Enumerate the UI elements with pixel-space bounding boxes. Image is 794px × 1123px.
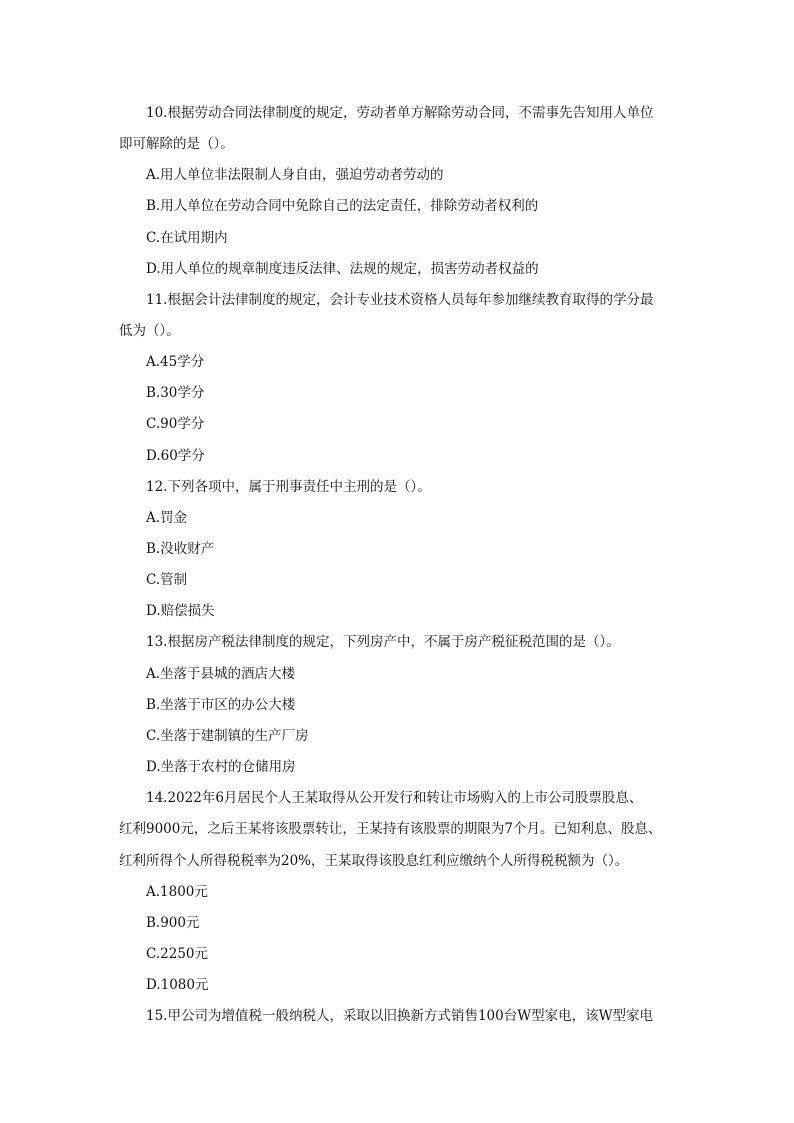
option-c: C.90学分: [146, 416, 205, 432]
option-c: C.坐落于建制镇的生产厂房: [146, 728, 309, 744]
question-stem-continuation: 低为（）。: [119, 323, 180, 339]
option-b: B.用人单位在劳动合同中免除自己的法定责任，排除劳动者权利的: [146, 198, 539, 214]
option-a: A.坐落于县城的酒店大楼: [146, 666, 296, 682]
question-stem: 10.根据劳动合同法律制度的规定，劳动者单方解除劳动合同，不需事先告知用人单位: [146, 105, 654, 121]
question-stem: 14.2022年6月居民个人王某取得从公开发行和转让市场购入的上市公司股票股息、: [146, 790, 643, 806]
question-stem: 13.根据房产税法律制度的规定，下列房产中，不属于房产税征税范围的是（）。: [146, 634, 620, 650]
option-b: B.坐落于市区的办公大楼: [146, 697, 296, 713]
question-stem: 12.下列各项中，属于刑事责任中主刑的是（）。: [146, 479, 431, 495]
question-stem: 15.甲公司为增值税一般纳税人，采取以旧换新方式销售100台W型家电，该W型家电: [146, 1008, 653, 1024]
option-a: A.罚金: [146, 510, 188, 526]
option-b: B.30学分: [146, 385, 205, 401]
option-c: C.2250元: [146, 946, 208, 962]
question-stem-continuation: 红利所得个人所得税税率为20%，王某取得该股息红利应缴纳个人所得税税额为（）。: [119, 853, 629, 869]
option-a: A.1800元: [146, 884, 208, 900]
option-d: D.赔偿损失: [146, 603, 215, 619]
option-b: B.900元: [146, 915, 200, 931]
option-a: A.45学分: [146, 354, 205, 370]
option-c: C.管制: [146, 572, 188, 588]
question-stem-continuation: 即可解除的是（）。: [119, 136, 234, 152]
option-d: D.坐落于农村的仓储用房: [146, 759, 296, 775]
option-c: C.在试用期内: [146, 230, 228, 246]
question-stem: 11.根据会计法律制度的规定，会计专业技术资格人员每年参加继续教育取得的学分最: [146, 292, 654, 308]
option-d: D.1080元: [146, 977, 209, 993]
option-d: D.60学分: [146, 448, 205, 464]
option-d: D.用人单位的规章制度违反法律、法规的规定，损害劳动者权益的: [146, 261, 539, 277]
option-a: A.用人单位非法限制人身自由，强迫劳动者劳动的: [146, 167, 444, 183]
option-b: B.没收财产: [146, 541, 215, 557]
question-stem-continuation: 红利9000元，之后王某将该股票转让，王某持有该股票的期限为7个月。已知利息、股息、: [119, 821, 662, 837]
